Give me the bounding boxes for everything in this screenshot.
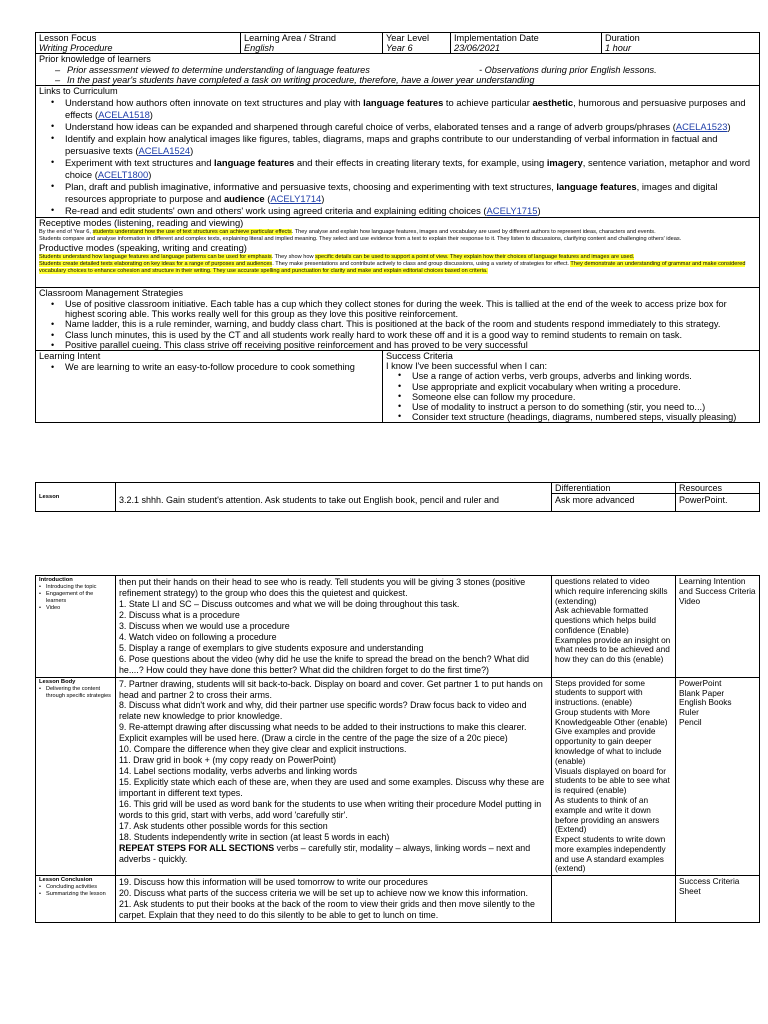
lesson-section-row [36, 576, 760, 678]
duration-cell [602, 33, 760, 54]
curriculum-code-link[interactable]: ACELT1800 [97, 168, 149, 180]
differentiation-item: Steps provided for some students to support with instructions. (enable) [555, 677, 645, 708]
prior-knowledge-list [39, 65, 756, 86]
lesson-section-row [36, 876, 760, 923]
lesson-step: 3. Discuss when we would use a procedure [119, 620, 290, 631]
section-bullets [39, 686, 112, 700]
section-label-cell [36, 576, 116, 678]
list-item: • Concluding activities [39, 884, 112, 891]
year-level-value: Year 6 [386, 43, 413, 54]
differentiation-item: Group students with More Knowledgeable Other (enable) [555, 706, 668, 727]
prior-knowledge-row [36, 54, 760, 86]
lesson-label: Lesson [36, 494, 116, 512]
lesson-step: 7. Partner drawing, students will sit back-to-back. Display on board and cover. Get partner 1 to put hands on head and partner 2 to cross their arms. [119, 678, 543, 700]
section-resources-cell [676, 576, 760, 678]
implementation-date-value: 23/06/2021 [454, 43, 500, 54]
learning-area-cell [241, 33, 383, 54]
resources-header: Resources [676, 483, 760, 494]
success-criteria-item: • Consider text structure (headings, diagrams, numbered steps, visually pleasing) [386, 412, 756, 422]
classroom-item: • Use of positive classroom initiative. Each table has a cup which they collect stones for during the week. This is tallied at the end of the week to access prize box for highest scoring able. This works really well for this group as they love this positive reinforcement. [39, 299, 756, 320]
lesson-step: 18. Students independently write in section (at least 5 words in each) [119, 831, 390, 842]
classroom-item: • Class lunch minutes, this is used by the CT and all students work really hard to work these off and it is a good way to remind students to remain on task. [39, 330, 756, 340]
differentiation-item: Give examples and provide opportunity to gain deeper knowledge of what to include (enable) [555, 726, 662, 766]
curriculum-row [36, 86, 760, 218]
differentiation-item: Examples provide an insight on what needs to be achieved and how they can do this (enable) [555, 634, 671, 665]
learning-area-value: English [244, 43, 275, 54]
lesson-step: 16. This grid will be used as word bank for the students to use when writing their procedure Model putting in words to this grid, start with verbs, add word 'carefully stir'. [119, 799, 542, 821]
curriculum-item: • Re-read and edit students' own and others' work using agreed criteria and explaining editing choices (ACELY1715) [39, 205, 756, 217]
implementation-date-cell [451, 33, 602, 54]
lesson-section-row [36, 677, 760, 876]
classroom-row [36, 288, 760, 351]
differentiation-item: Expect students to write down more examples independently and use A standard examples (extend) [555, 834, 666, 874]
section-resources-cell [676, 677, 760, 876]
curriculum-list [39, 97, 756, 217]
curriculum-code-link[interactable]: ACELY1714 [270, 192, 322, 204]
learning-intent-title: Learning Intent [39, 351, 101, 362]
section-title: Introduction [39, 577, 73, 583]
differentiation-header: Differentiation [552, 483, 676, 494]
lesson-step: 6. Pose questions about the video (why did he use the knife to spread the bread on the bench? What did he....? How could they have done this better? What did the children forget to do the first time?) [119, 653, 530, 675]
lesson-step: 19. Discuss how this information will be used tomorrow to write our procedures [119, 877, 428, 888]
lesson-step: 5. Display a range of exemplars to give students exposure and understanding [119, 642, 424, 653]
duration-value: 1 hour [605, 43, 632, 54]
differentiation-item: Ask achievable formatted questions which helps build confidence (Enable) [555, 605, 657, 635]
section-bullets [39, 884, 112, 898]
list-item: – Prior assessment viewed to determine understanding of language features - Observations during prior English lessons. [39, 65, 756, 75]
lesson-first-res: PowerPoint. [676, 494, 760, 512]
lesson-step: 9. Re-attempt drawing after discussing what needs to be added to their instructions to make this clearer. Explicit examples will be used here. (Draw a circle in the centre of the page the size of a 20c piece) [119, 722, 527, 744]
differentiation-item: questions related to video which require inferencing skills (extending) [555, 576, 668, 606]
productive-text: Students understand how language features and language patterns can be used for emphasis. They show how specific details can be used to support a point of view. They explain how their choices of language features and images are used. Students create detailed texts elaborating on key ideas for a range of purposes and audiences. They make presentations and contribute actively to class and group discussions, using a variety of strategies for effect. They demonstrate an understanding of grammar and make considered vocabulary choices to enhance cohesion and structure in their writing. They use accurate spelling and punctuation for clarity and make and explain editorial choices based on criteria. [39, 253, 746, 275]
curriculum-item: • Identify and explain how analytical images like figures, tables, diagrams, maps and graphs contribute to our understanding of verbal information in factual and persuasive texts (ACELA1524) [39, 133, 756, 157]
section-title: Lesson Conclusion [39, 877, 93, 884]
success-criteria-item: • Someone else can follow my procedure. [386, 392, 756, 402]
list-item: • Video [39, 605, 112, 612]
receptive-title: Receptive modes (listening, reading and viewing) [39, 217, 244, 228]
lesson-focus-value: Writing Procedure [39, 43, 113, 54]
lesson-step: REPEAT STEPS FOR ALL SECTIONS verbs – carefully stir, modality – always, linking words – next and adverbs - quickly. [119, 842, 531, 864]
resource-item: Pencil [679, 717, 702, 728]
success-criteria-list [386, 371, 756, 422]
list-item: – In the past year's students have completed a task on writing procedure, therefore, have a lower year understanding [39, 75, 756, 85]
section-label-cell [36, 876, 116, 923]
lesson-step: 11. Draw grid in book + (my copy ready on PowerPoint) [119, 755, 337, 766]
lesson-plan-table [35, 32, 760, 423]
receptive-text: By the end of Year 6, students understand how the use of text structures can achieve particular effects. They analyse and explain how language features, images and vocabulary are used by different authors to represent ideas, characters and events. Students compare and analyse information in different and complex texts, explaining literal and implied meaning. They select and use evidence from a text to explain their response to it. They listen to discussions, clarifying content and challenging others' ideas. [39, 228, 682, 242]
lesson-step: 2. Discuss what is a procedure [119, 609, 240, 620]
learning-intent-list [39, 362, 379, 373]
curriculum-title: Links to Curriculum [39, 86, 118, 97]
lesson-focus-label: Lesson Focus [39, 33, 97, 43]
section-resources-cell [676, 876, 760, 923]
classroom-title: Classroom Management Strategies [39, 288, 184, 299]
section-differentiation-cell [552, 576, 676, 678]
lesson-step: 20. Discuss what parts of the success criteria we will be set up to achieve now we know this information. [119, 888, 528, 899]
resource-item: English Books [679, 697, 732, 708]
section-steps-cell [116, 876, 552, 923]
section-steps-cell [116, 576, 552, 678]
section-label-cell [36, 677, 116, 876]
success-criteria-intro: I know I've been successful when I can: [386, 361, 548, 372]
lesson-step: 4. Watch video on following a procedure [119, 631, 277, 642]
lesson-table-head [35, 482, 760, 512]
success-criteria-item: • Use of modality to instruct a person to do something (stir, you need to...) [386, 402, 756, 412]
lesson-first-step: 3.2.1 shhh. Gain student's attention. Ask students to take out English book, pencil and ruler and [116, 494, 552, 512]
section-steps-cell [116, 677, 552, 876]
curriculum-item: • Plan, draft and publish imaginative, informative and persuasive texts, choosing and experimenting with text structures, language features, images and digital resources appropriate to purpose and audience (ACELY1714) [39, 181, 756, 205]
success-criteria-item: • Use a range of action verbs, verb groups, adverbs and linking words. [386, 371, 756, 381]
page-2 [0, 520, 768, 1024]
prior-knowledge-title: Prior knowledge of learners [39, 54, 151, 65]
list-item: • Summarizing the lesson [39, 891, 112, 898]
resource-item: Video [679, 595, 701, 606]
resource-item: PowerPoint [679, 677, 722, 688]
lesson-focus-cell [36, 33, 241, 54]
success-criteria-item: • Use appropriate and explicit vocabulary when writing a procedure. [386, 382, 756, 392]
lesson-step: 15. Explicitly state which each of these are, when they are used and some examples. Discuss why these are important in different text types. [119, 777, 545, 799]
implementation-date-label: Implementation Date [454, 33, 539, 43]
lesson-steps-table [35, 575, 760, 923]
success-criteria-title: Success Criteria [386, 351, 453, 362]
lesson-step: then put their hands on their head to see who is ready. Tell students you will be giving 3 stones (positive refinement strategy) to the group who does this the quietest and quickest. [119, 577, 526, 598]
curriculum-code-link[interactable]: ACELY1715 [486, 204, 538, 216]
lesson-step: 10. Compare the difference when they give clear and explicit instructions. [119, 744, 407, 755]
differentiation-item: Visuals displayed on board for students to be able to see what is required (enable) [555, 765, 670, 796]
lesson-step: 8. Discuss what didn't work and why, did their partner use specific words? Draw focus back to video and relate new knowledge to prior knowledge. [119, 700, 527, 722]
year-level-label: Year Level [386, 33, 430, 43]
curriculum-item: • Experiment with text structures and language features and their effects in creating literary texts, for example, using imagery, sentence variation, metaphor and word choice (ACELT1800) [39, 157, 756, 181]
curriculum-code-link[interactable]: ACELA1524 [138, 144, 191, 156]
resource-item: Success Criteria Sheet [679, 876, 740, 897]
receptive-row [36, 218, 760, 288]
curriculum-item: • Understand how authors often innovate on text structures and play with language features to achieve particular aesthetic, humorous and persuasive purposes and effects (ACELA1518) [39, 97, 756, 121]
classroom-item: • Name ladder, this is a rule reminder, warning, and buddy class chart. This is positioned at the back of the room and students respond immediately to this strategy. [39, 319, 756, 329]
header-row [36, 33, 760, 54]
lesson-step: 17. Ask students other possible words for this section [119, 820, 328, 831]
section-bullets [39, 584, 112, 612]
classroom-list [39, 299, 756, 350]
list-item: • We are learning to write an easy-to-follow procedure to cook something [39, 362, 379, 373]
list-item: • Engagement of the learners [39, 591, 112, 605]
section-differentiation-cell [552, 876, 676, 923]
year-level-cell [383, 33, 451, 54]
section-title: Lesson Body [39, 678, 76, 685]
productive-title: Productive modes (speaking, writing and creating) [39, 242, 247, 254]
lesson-step: 1. State LI and SC – Discuss outcomes and what we will be doing throughout this task. [119, 598, 460, 609]
curriculum-code-link[interactable]: ACELA1518 [98, 108, 150, 120]
list-item: • Introducing the topic [39, 584, 112, 591]
list-item: • Delivering the content through specific strategies [39, 686, 112, 700]
section-differentiation-cell [552, 677, 676, 876]
resource-item: Ruler [679, 707, 699, 718]
classroom-item: • Positive parallel cueing. This class strive off receiving positive reinforcement and has proved to be very successful [39, 340, 756, 350]
intent-row [36, 351, 760, 423]
resource-item: Blank Paper [679, 687, 725, 698]
resource-item: Learning Intention and Success Criteria [679, 576, 756, 596]
curriculum-code-link[interactable]: ACELA1523 [675, 120, 728, 132]
learning-area-label: Learning Area / Strand [244, 33, 336, 43]
differentiation-item: As students to think of an example and write it down before providing an answers (Extend) [555, 794, 660, 835]
lesson-first-diff: Ask more advanced [552, 494, 676, 512]
lesson-step: 14. Label sections modality, verbs adverbs and linking words [119, 766, 358, 777]
lesson-step: 21. Ask students to put their books at the back of the room to view their grids and then move silently to the carpet. Explain that they need to do this silently to be able to get to lunch on time. [119, 899, 535, 921]
duration-label: Duration [605, 33, 640, 43]
curriculum-item: • Understand how ideas can be expanded and sharpened through careful choice of verbs, elaborated tenses and a range of adverb groups/phrases (ACELA1523) [39, 121, 756, 133]
